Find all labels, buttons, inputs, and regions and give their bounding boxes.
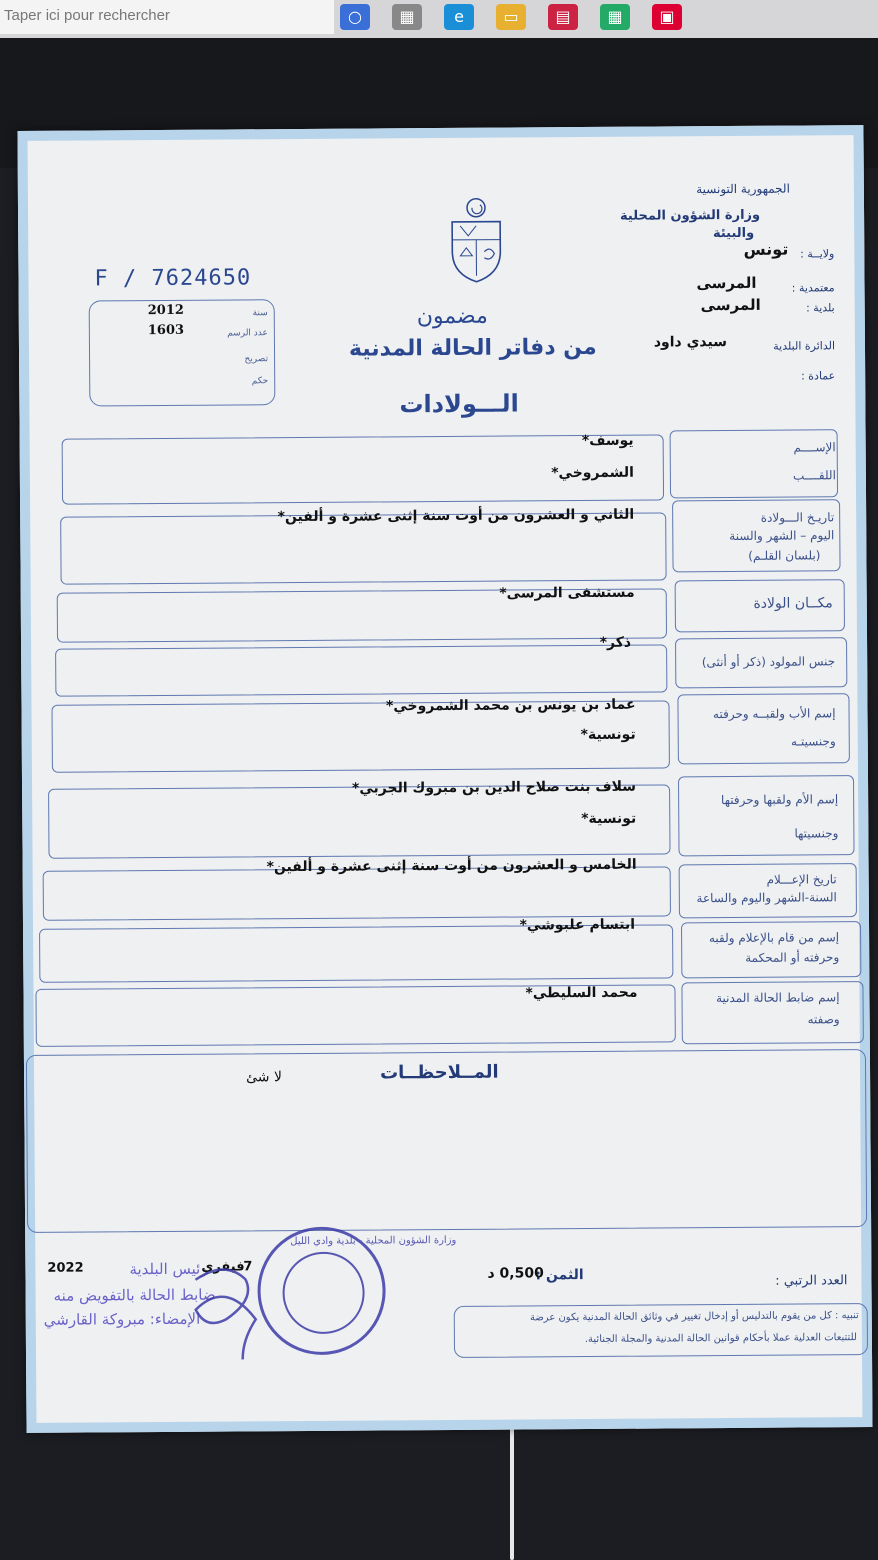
last-name-label: اللقــــب — [792, 468, 836, 483]
declarant-sub-label: وحرفته أو المحكمة — [745, 950, 840, 965]
document-title-line1: مضمون — [416, 303, 488, 330]
declaration-date-sub-label: السنة-الشهر واليوم والساعة — [696, 890, 837, 906]
registrar-sub-label: وصفته — [807, 1012, 840, 1027]
signature-date-month: فيفري — [201, 1259, 245, 1275]
file-explorer-icon[interactable]: ▭ — [496, 4, 526, 30]
tunisia-coat-of-arms-icon — [446, 196, 507, 286]
warning-line2: للتتبعات العدلية عملا بأحكام قوانين الحالة المدنية والمجلة الجنائية. — [584, 1332, 857, 1346]
office-icon[interactable]: ▤ — [548, 4, 578, 30]
declarant-value-box — [39, 924, 673, 982]
price-label: الثمن : — [535, 1267, 584, 1284]
serial-number-label: العدد الرتبي : — [775, 1273, 848, 1289]
signature-name: الإمضاء: مبروكة القارشي — [43, 1309, 201, 1329]
taskbar — [0, 0, 878, 38]
signature-delegate: ضابط الحالة بالتفويض منه — [53, 1285, 216, 1305]
last-name-value: الشمروخي* — [551, 464, 634, 482]
taskbar-search-input[interactable]: Taper ici pour rechercher — [0, 0, 334, 34]
mother-nationality-value: تونسية* — [581, 810, 637, 828]
republic-header: الجمهورية التونسية — [696, 181, 790, 197]
official-stamp-icon — [257, 1226, 457, 1355]
first-name-value: يوسف* — [581, 432, 634, 450]
app-pinned-icon[interactable]: ▣ — [652, 4, 682, 30]
sex-value-box — [55, 644, 667, 696]
wilaya-label: ولايــة : — [800, 247, 835, 261]
declarant-label: إسم من قام بالإعلام ولقبه — [708, 930, 840, 946]
daira-label: الدائرة البلدية — [773, 339, 836, 353]
birth-date-sub-label: اليوم – الشهر والسنة — [729, 528, 835, 544]
imada-label: عمادة : — [801, 369, 836, 383]
signature-date-day: 7 — [243, 1259, 253, 1275]
sex-label: جنس المولود (ذكر أو أنثى) — [701, 654, 836, 670]
father-nationality-value: تونسية* — [580, 726, 636, 744]
mutamadiya-value: المرسى — [696, 273, 757, 293]
daira-value: سيدي داود — [653, 334, 728, 351]
excel-icon[interactable]: ▦ — [600, 4, 630, 30]
declaration-date-value: الخامس و العشرون من أوت سنة إثنى عشرة و ألفين* — [266, 856, 637, 876]
mother-value: سلاف بنت صلاح الدين بن مبروك الجربي* — [351, 778, 637, 797]
signature-date-year: 2022 — [47, 1260, 84, 1276]
birth-date-value: الثاني و العشرون من أوت سنة إثنى عشرة و ألفين* — [277, 506, 635, 526]
father-sub-label: وجنسيتـه — [790, 734, 836, 749]
father-label: إسم الأب ولقبــه وحرفته — [712, 706, 836, 722]
birth-date-words-label: (بلسان القلـم) — [748, 548, 821, 563]
reference-judgment-label: حكم — [251, 376, 269, 387]
price-value: 0,500 د — [487, 1265, 544, 1282]
father-value: عماد بن يونس بن محمد الشمروخي* — [385, 696, 636, 715]
reference-year: 2012 — [147, 302, 184, 319]
signature-title: رئيس البلدية — [129, 1259, 208, 1279]
sex-value: ذكر* — [599, 634, 632, 651]
ministry-header-line2: والبيئة — [712, 225, 755, 242]
document-title-line2: من دفاتر الحالة المدنية — [348, 334, 597, 362]
reference-year-label: سنة — [252, 308, 268, 319]
declarant-value: ابتسام علبوشي* — [519, 916, 636, 934]
stamp-text: وزارة الشؤون المحلية - بلدية وادي الليل — [290, 1234, 457, 1248]
ministry-header-line1: وزارة الشؤون المحلية — [619, 207, 761, 224]
task-view-icon[interactable]: ▦ — [392, 4, 422, 30]
reference-declaration-label: تصريح — [244, 354, 269, 365]
birth-place-value: مستشفى المرسى* — [499, 584, 635, 602]
reference-record-label: عدد الرسم — [227, 328, 268, 339]
warning-box — [454, 1303, 868, 1358]
document-title-births: الـــولادات — [399, 389, 519, 419]
app-icon[interactable]: ○ — [340, 4, 370, 30]
notes-label: المــلاحظــات — [379, 1061, 499, 1084]
certificate-reference-number: F / 7624650 — [94, 265, 252, 292]
reference-box — [89, 299, 276, 406]
declaration-date-label: تاريخ الإعـــلام — [766, 872, 837, 887]
notes-value: لا شئ — [246, 1069, 282, 1086]
reference-record-number: 1603 — [147, 322, 185, 339]
birth-certificate-document — [17, 125, 872, 1433]
wilaya-value: تونس — [743, 239, 789, 259]
mother-sub-label: وجنسيتها — [794, 826, 839, 841]
baladiya-value: المرسى — [700, 295, 761, 315]
birth-date-label: تاريـخ الـــولادة — [760, 510, 835, 525]
birth-place-label: مكــان الولادة — [753, 595, 833, 612]
mutamadiya-label: معتمدية : — [791, 281, 835, 295]
taskbar-icons — [340, 4, 682, 32]
edge-browser-icon[interactable]: e — [444, 4, 474, 30]
warning-line1: تنبيه : كل من يقوم بالتدليس أو إدخال تغيير في وثائق الحالة المدنية يكون عرضة — [529, 1310, 859, 1324]
baladiya-label: بلدية : — [806, 301, 835, 315]
registrar-label: إسم ضابط الحالة المدنية — [715, 990, 840, 1006]
registrar-value: محمد السليطي* — [525, 984, 638, 1002]
first-name-label: الإســــم — [793, 440, 836, 455]
mother-label: إسم الأم ولقبها وحرفتها — [720, 792, 839, 808]
